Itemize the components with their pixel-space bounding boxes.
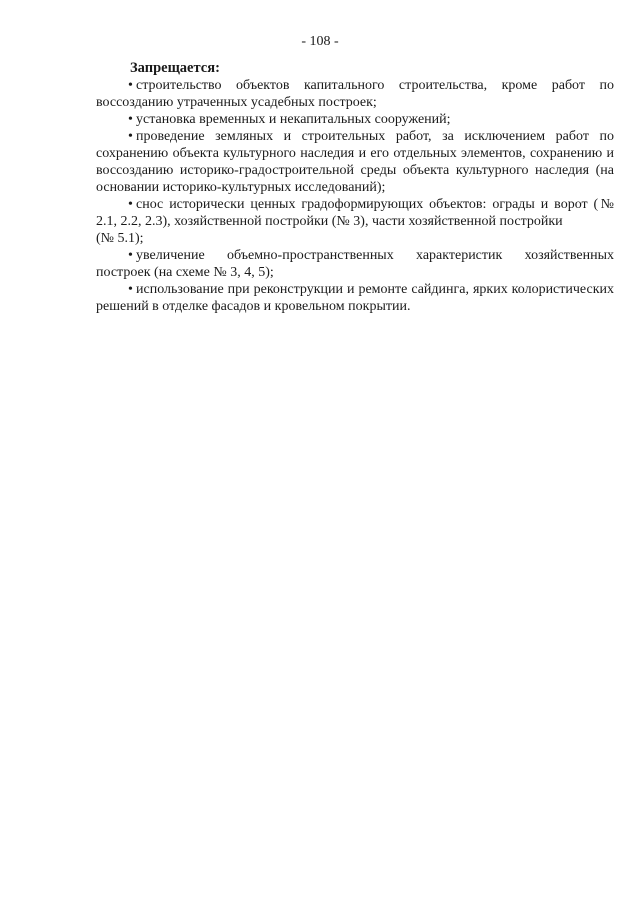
bullet-icon: • bbox=[128, 197, 133, 212]
list-item bbox=[96, 111, 614, 128]
list-item bbox=[96, 128, 614, 196]
list-item-continuation bbox=[96, 230, 614, 247]
list-item bbox=[96, 196, 614, 230]
prohibitions-list bbox=[96, 77, 614, 315]
bullet-icon: • bbox=[128, 248, 133, 263]
list-item-text: строительство объектов капитального строительства, кроме работ по воссозданию утраченных усадебных построек; bbox=[96, 78, 614, 110]
document-body bbox=[96, 60, 614, 315]
section-heading: Запрещается: bbox=[130, 60, 220, 76]
page-number: - 108 - bbox=[301, 34, 339, 49]
list-item-text: (№ 5.1); bbox=[96, 231, 144, 246]
list-item bbox=[96, 281, 614, 315]
list-item bbox=[96, 77, 614, 111]
list-item-text: увеличение объемно-пространственных характеристик хозяйственных построек (на схеме № 3, 4, 5); bbox=[96, 248, 614, 280]
list-item-text: снос исторически ценных градоформирующих объектов: ограды и ворот (№ 2.1, 2.2, 2.3), хозяйственной постройки (№ 3), части хозяйственной постройки bbox=[96, 197, 614, 229]
list-item-text: проведение земляных и строительных работ, за исключением работ по сохранению объекта культурного наследия и его отдельных элементов, сохранению и воссозданию историко-градостроительной среды объекта культурного наследия (на основании историко-культурных исследований); bbox=[96, 129, 614, 195]
bullet-icon: • bbox=[128, 78, 133, 93]
bullet-icon: • bbox=[128, 282, 133, 297]
bullet-icon: • bbox=[128, 129, 133, 144]
list-item-text: использование при реконструкции и ремонте сайдинга, ярких колористических решений в отделке фасадов и кровельном покрытии. bbox=[96, 282, 614, 314]
bullet-icon: • bbox=[128, 112, 133, 127]
list-item bbox=[96, 247, 614, 281]
list-item-text: установка временных и некапитальных сооружений; bbox=[136, 112, 451, 127]
